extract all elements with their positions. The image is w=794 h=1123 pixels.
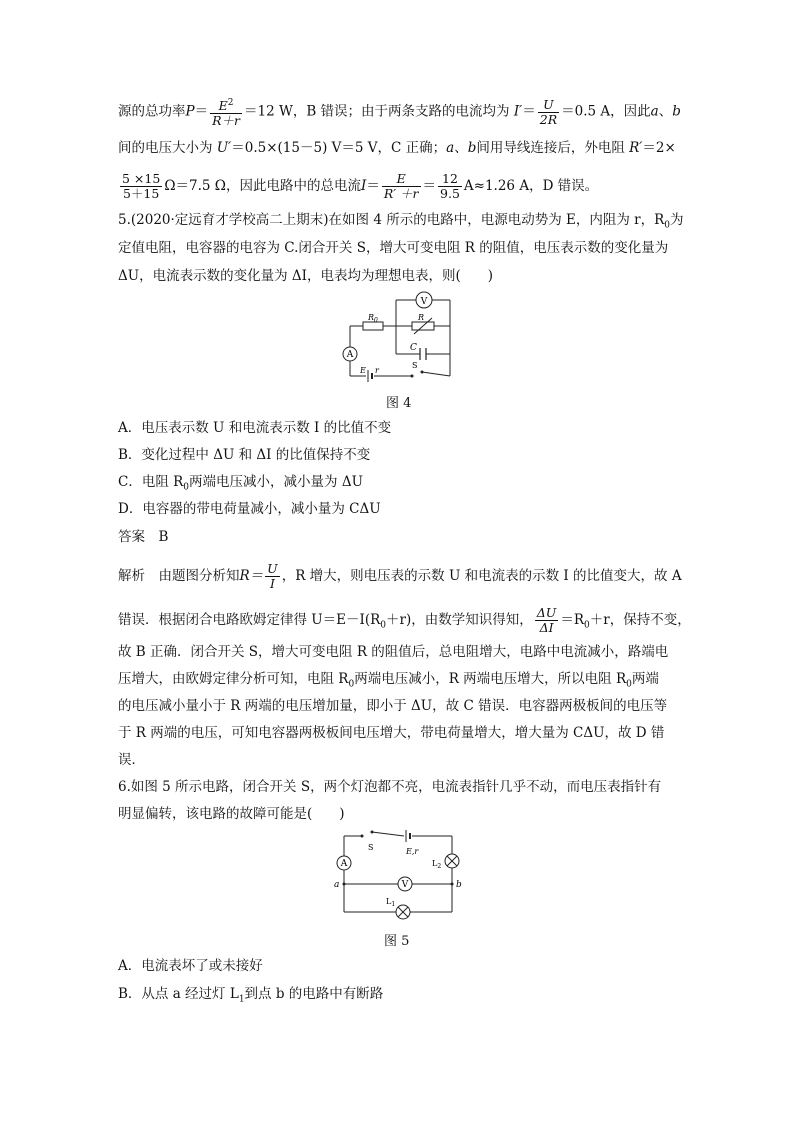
q5-option-c: C．电阻 $R_0$两端电压减小，减小量为 ΔU [118, 474, 363, 493]
label-s: S [412, 361, 418, 370]
label-s: S [368, 843, 374, 852]
fraction-du-over-di: $\frac{\Delta U}{\Delta I}$ [536, 605, 557, 635]
q5-option-b: B．变化过程中 ΔU 和 ΔI 的比值保持不变 [118, 447, 371, 463]
q5-analysis-line-6: 于 R 两端的电压，可知电容器两极板间电压增大，带电荷量增大，增大量为 CΔU，故 D 错 [118, 725, 665, 741]
lamp-l1-icon [396, 905, 410, 919]
label-e: E [360, 366, 366, 375]
switch-contact [361, 835, 364, 838]
fraction-u-over-i: $\frac{U}{I}$ [267, 561, 278, 591]
prev-solution-line-1: 源的总功率P＝ $\frac{E^2}{R+r}$ ＝12 W，B 错误；由于两条支路的电流均为 I′＝ $\frac{U}{2R}$ ＝0.5 A，因此a、b [118, 96, 681, 129]
q5-stem-line-1: 5.(2020·定远育才学校高二上期末)在如图 4 所示的电路中，电源电动势为 E，内阻为 r，$R_0$为 [118, 212, 684, 231]
label-node-a: a [334, 880, 340, 890]
switch-contact-2 [421, 371, 424, 374]
switch-contact-2 [371, 831, 374, 834]
q5-stem-line-2: 定值电阻，电容器的电容为 C.闭合开关 S，增大可变电阻 R 的阻值，电压表示数的变化量为 [118, 240, 669, 256]
label-c: C [410, 343, 417, 353]
label-r: R [418, 313, 425, 322]
figure-5-caption: 图 5 [384, 934, 410, 949]
label-node-b: b [456, 880, 462, 890]
q5-stem-line-3: ΔU，电流表示数的变化量为 ΔI，电表均为理想电表，则( ) [118, 268, 494, 284]
resistor-r0 [363, 322, 383, 330]
label-l2: $L_2$ [432, 859, 442, 870]
label-er: E,r [406, 847, 419, 856]
q6-option-a: A．电流表坏了或未接好 [118, 958, 263, 974]
label-l1: $L_1$ [386, 897, 396, 908]
label-a: A [340, 859, 348, 869]
q5-analysis-line-7: 误． [118, 752, 145, 768]
q5-option-a: A．电压表示数 U 和电流表示数 I 的比值不变 [118, 420, 392, 436]
figure-4-circuit [330, 288, 470, 388]
q5-analysis-line-3: 故 B 正确．闭合开关 S，增大可变电阻 R 的阻值后，总电阻增大，电路中电流减小，路端电 [118, 644, 669, 660]
fraction-numeric: $\frac{12}{9.5}$ [440, 171, 460, 201]
fraction-parallel: $\frac{5 \times 15}{5+15}$ [122, 171, 161, 201]
label-v: V [420, 297, 428, 307]
fraction-power: $\frac{E^2}{R+r}$ [212, 98, 240, 129]
lamp-l2-icon [445, 854, 459, 868]
q5-answer: 答案 B [118, 529, 169, 545]
label-r-internal: r [375, 366, 379, 375]
q5-option-d: D．电容器的带电荷量减小，减小量为 CΔU [118, 501, 381, 517]
figure-4-caption: 图 4 [386, 396, 412, 411]
switch-contact [411, 375, 414, 378]
q6-stem-line-1: 6.如图 5 所示电路，闭合开关 S，两个灯泡都不亮，电流表指针几乎不动，而电压表指针有 [118, 779, 662, 795]
prev-solution-line-2: 间的电压大小为 U′＝0.5×(15－5) V＝5 V，C 正确；a、b间用导线连接后，外电阻 R′＝2× [118, 140, 676, 156]
node-a [343, 883, 346, 886]
label-a: A [346, 350, 354, 360]
fraction-total-current: $\frac{E}{R' +r}$ [383, 171, 419, 201]
q6-stem-line-2: 明显偏转，该电路的故障可能是( ) [118, 806, 345, 822]
label-v: V [401, 880, 409, 890]
q5-analysis-line-4: 压增大，由欧姆定律分析可知，电阻 $R_0$两端电压减小，R 两端电压增大，所以电阻 $R_0$两端 [118, 671, 659, 690]
q5-analysis-line-2: 错误．根据闭合电路欧姆定律得 $U=E-I(R_0+r)$，由数学知识得知， $\frac{\Delta U}{\Delta I}$ $=R_0+r$，保持不变， [118, 605, 691, 635]
fraction-current: $\frac{U}{2R}$ [539, 96, 558, 127]
q6-option-b: B．从点 a 经过灯 $L_1$到点 b 的电路中有断路 [118, 986, 384, 1005]
figure-5-circuit [328, 826, 468, 926]
q5-analysis-line-5: 的电压减小量小于 R 两端的电压增加量，即小于 ΔU，故 C 错误．电容器两极板间的电压等 [118, 698, 668, 714]
label-r0: $R_0$ [368, 313, 378, 324]
node-b [451, 883, 454, 886]
q5-analysis-line-1: 解析 由题图分析知R＝ $\frac{U}{I}$ ，R 增大，则电压表的示数 U 和电流表的示数 I 的比值变大，故 A [118, 561, 682, 591]
prev-solution-line-3: $\frac{5 \times 15}{5+15}$ Ω＝7.5 Ω，因此电路中的总电流I＝ $\frac{E}{R' +r}$ ＝ $\frac{12}{9.5}$ A≈1.26 A，D 错误。 [122, 171, 599, 201]
